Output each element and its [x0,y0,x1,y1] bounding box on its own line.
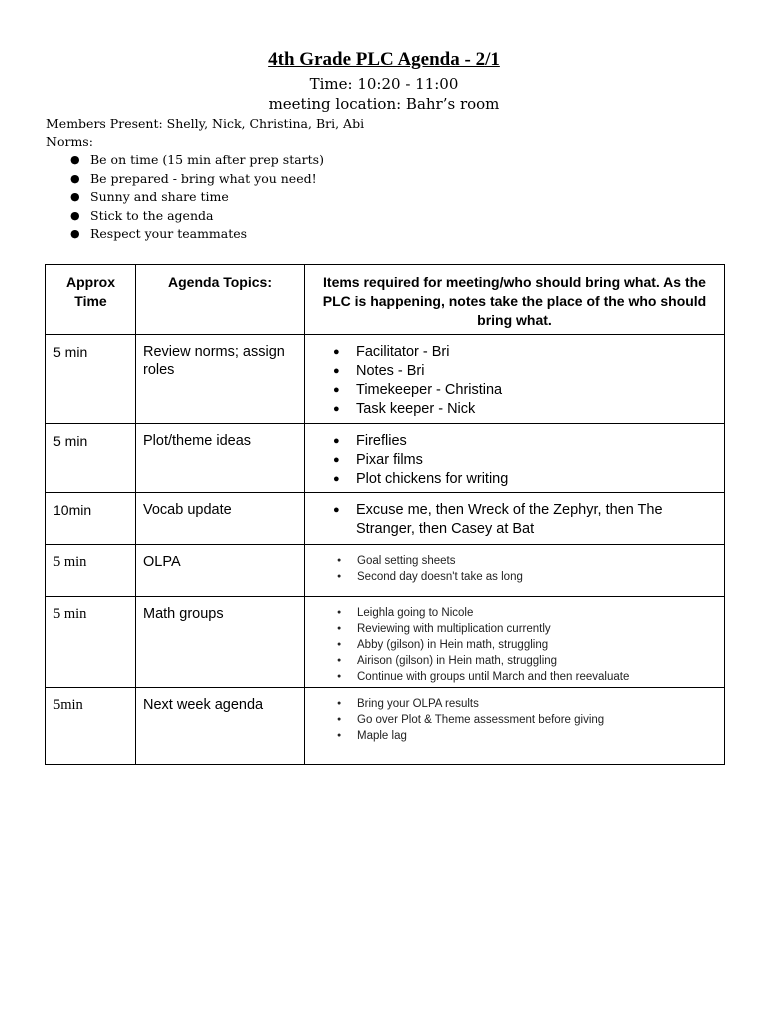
row-topic: Review norms; assign roles [136,335,305,424]
row-items [305,597,725,688]
list-item: ● Airison (gilson) in Hein math, struggling [305,653,718,669]
row-items [305,335,725,424]
row-time: 5 min [46,424,136,493]
row-topic: Next week agenda [136,688,305,765]
norm-item: ● Be on time (15 min after prep starts) [70,151,324,170]
list-item: ● Task keeper - Nick [305,400,718,419]
norm-item: ● Respect your teammates [70,225,324,244]
row-time: 5 min [46,335,136,424]
list-item: ● Goal setting sheets [305,553,718,569]
members-present: Members Present: Shelly, Nick, Christina, Bri, Abi [46,116,365,131]
norms-label: Norms: [46,134,93,149]
row-topic: Math groups [136,597,305,688]
meeting-location: meeting location: Bahr’s room [268,95,500,113]
row-topic: Vocab update [136,493,305,545]
list-item: ● Maple lag [305,728,718,744]
norm-item: ● Be prepared - bring what you need! [70,170,324,189]
list-item: ● Go over Plot & Theme assessment before giving [305,712,718,728]
row-time: 5 min [46,597,136,688]
row-items [305,424,725,493]
row-time: 5min [46,688,136,765]
table-row [46,597,725,688]
list-item: ● Reviewing with multiplication currently [305,621,718,637]
norms-list [70,151,324,244]
table-row [46,424,725,493]
table-row [46,688,725,765]
row-time: 10min [46,493,136,545]
header-approx-time: Approx Time [46,265,136,335]
page-title: 4th Grade PLC Agenda - 2/1 [268,49,500,70]
list-item: ● Notes - Bri [305,362,718,381]
list-item: ● Pixar films [305,451,718,470]
agenda-table [45,264,725,765]
list-item: ● Continue with groups until March and then reevaluate [305,669,718,685]
meeting-time: Time: 10:20 - 11:00 [309,75,459,93]
list-item: ● Bring your OLPA results [305,696,718,712]
row-items [305,545,725,597]
table-row [46,335,725,424]
list-item: ● Abby (gilson) in Hein math, struggling [305,637,718,653]
header-items-required: Items required for meeting/who should bring what. As the PLC is happening, notes take the place of the who should bring what. [305,265,725,335]
list-item: ● Leighla going to Nicole [305,605,718,621]
row-topic: OLPA [136,545,305,597]
row-time: 5 min [46,545,136,597]
header-agenda-topics: Agenda Topics: [136,265,305,335]
list-item: ● Excuse me, then Wreck of the Zephyr, then The Stranger, then Casey at Bat [305,501,718,539]
list-item: ● Second day doesn't take as long [305,569,718,585]
list-item: ● Timekeeper - Christina [305,381,718,400]
table-row [46,545,725,597]
norm-item: ● Stick to the agenda [70,207,324,226]
norm-item: ● Sunny and share time [70,188,324,207]
row-topic: Plot/theme ideas [136,424,305,493]
table-row [46,493,725,545]
list-item: ● Facilitator - Bri [305,343,718,362]
row-items [305,493,725,545]
row-items [305,688,725,765]
table-header-row [46,265,725,335]
list-item: ● Fireflies [305,432,718,451]
list-item: ● Plot chickens for writing [305,470,718,489]
